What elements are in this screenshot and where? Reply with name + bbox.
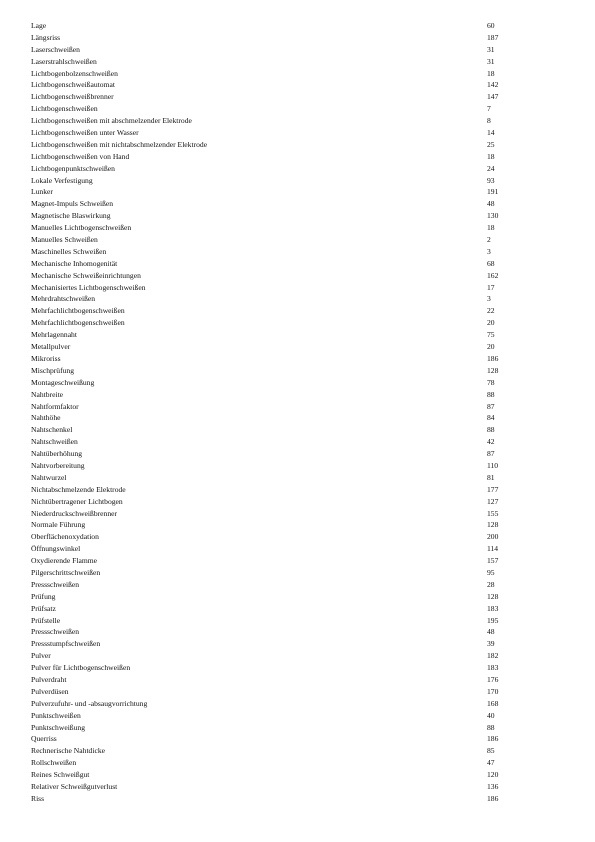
index-term: Öffnungswinkel (31, 544, 81, 554)
index-entry (31, 662, 499, 674)
index-entry (31, 198, 499, 210)
index-page-number: 3 (487, 294, 491, 304)
index-page-number: 84 (487, 413, 495, 423)
index-list (31, 20, 499, 805)
index-entry (31, 20, 499, 32)
index-page-number: 39 (487, 639, 495, 649)
index-term: Nahthöhe (31, 413, 61, 423)
index-entry (31, 543, 499, 555)
index-term: Mehrlagennaht (31, 330, 77, 340)
index-page-number: 87 (487, 449, 495, 459)
index-page-number: 177 (487, 484, 499, 494)
index-term: Pulverzufuhr- und -absaugvorrichtung (31, 698, 148, 708)
index-entry (31, 412, 499, 424)
index-page-number: 75 (487, 330, 495, 340)
index-term: Nahtbreite (31, 389, 64, 399)
index-term: Reines Schweißgut (31, 770, 90, 780)
index-entry (31, 139, 499, 151)
index-page-number: 60 (487, 21, 495, 30)
index-term: Oxydierende Flamme (31, 556, 98, 566)
index-entry (31, 175, 499, 187)
index-page-number: 147 (487, 92, 499, 102)
index-page-number: 183 (487, 663, 499, 673)
index-page-number: 186 (487, 793, 499, 803)
index-entry (31, 163, 499, 175)
index-page-number: 78 (487, 377, 495, 387)
index-term: Mehrfachlichtbogenschweißen (31, 306, 125, 316)
index-entry (31, 484, 499, 496)
index-term: Nahtschweißen (31, 437, 78, 447)
index-entry (31, 531, 499, 543)
index-entry (31, 579, 499, 591)
index-term: Maschinelles Schweißen (31, 246, 107, 256)
index-term: Pressschweißen (31, 579, 80, 589)
index-term: Nichtübertragener Lichtbogen (31, 496, 123, 506)
index-term: Metallpulver (31, 342, 71, 352)
index-term: Lichtbogenschweißbrenner (31, 92, 114, 102)
index-page-number: 81 (487, 472, 495, 482)
index-term: Mechanisiertes Lichtbogenschweißen (31, 282, 146, 292)
index-page-number: 85 (487, 746, 495, 756)
index-entry (31, 745, 499, 757)
index-page-number: 31 (487, 56, 495, 66)
index-entry (31, 603, 499, 615)
index-entry (31, 638, 499, 650)
index-term: Mikroriss (31, 353, 61, 363)
index-term: Magnetische Blaswirkung (31, 211, 111, 221)
index-entry (31, 115, 499, 127)
index-entry (31, 293, 499, 305)
index-page-number: 191 (487, 187, 499, 197)
index-term: Pulverdraht (31, 674, 67, 684)
index-entry (31, 424, 499, 436)
index-page-number: 18 (487, 151, 495, 161)
index-entry (31, 341, 499, 353)
index-entry (31, 591, 499, 603)
index-entry (31, 103, 499, 115)
index-entry (31, 305, 499, 317)
index-entry (31, 793, 499, 805)
index-term: Pressschweißen (31, 627, 80, 637)
index-page-number: 155 (487, 508, 499, 518)
index-page-number: 14 (487, 128, 495, 138)
index-term: Längsriss (31, 32, 61, 42)
index-term: Punktschweißung (31, 722, 85, 732)
index-entry (31, 769, 499, 781)
index-entry (31, 222, 499, 234)
index-page-number: 200 (487, 532, 499, 542)
index-entry (31, 626, 499, 638)
index-entry (31, 496, 499, 508)
index-term: Rollschweißen (31, 758, 77, 768)
index-term: Lichtbogenschweißen unter Wasser (31, 128, 139, 138)
index-term: Riss (31, 793, 45, 803)
index-term: Mechanische Inhomogenität (31, 258, 118, 268)
index-entry (31, 757, 499, 769)
index-term: Lichtbogenschweißautomat (31, 80, 115, 90)
index-page-number: 17 (487, 282, 495, 292)
index-page-number: 187 (487, 32, 499, 42)
index-entry (31, 389, 499, 401)
index-term: Manuelles Schweißen (31, 235, 98, 245)
index-term: Lichtbogenschweißen von Hand (31, 151, 130, 161)
index-page-number: 2 (487, 235, 491, 245)
index-page-number: 7 (487, 104, 491, 114)
index-entry (31, 317, 499, 329)
index-page-number: 8 (487, 116, 491, 126)
index-term: Mehrdrahtschweißen (31, 294, 96, 304)
index-page-number: 186 (487, 734, 499, 744)
index-page-number: 93 (487, 175, 495, 185)
index-entry (31, 710, 499, 722)
index-entry (31, 472, 499, 484)
index-entry (31, 186, 499, 198)
index-term: Nichtabschmelzende Elektrode (31, 484, 126, 494)
index-term: Nahtüberhöhung (31, 449, 83, 459)
index-term: Lage (31, 21, 47, 30)
index-entry (31, 329, 499, 341)
index-page-number: 88 (487, 425, 495, 435)
index-term: Pressstumpfschweißen (31, 639, 101, 649)
index-page-number: 110 (487, 460, 499, 470)
index-term: Nahtwurzel (31, 472, 67, 482)
index-term: Punktschweißen (31, 710, 81, 720)
index-page-number: 87 (487, 401, 495, 411)
index-entry (31, 353, 499, 365)
index-term: Nahtvorbereitung (31, 460, 85, 470)
index-term: Nahtschenkel (31, 425, 73, 435)
index-term: Prüfung (31, 591, 56, 601)
index-page-number: 127 (487, 496, 499, 506)
index-entry (31, 722, 499, 734)
index-page-number: 18 (487, 223, 495, 233)
index-entry (31, 686, 499, 698)
index-entry (31, 151, 499, 163)
index-term: Laserschweißen (31, 44, 80, 54)
index-term: Pulver für Lichtbogenschweißen (31, 663, 131, 673)
index-term: Laserstrahlschweißen (31, 56, 97, 66)
index-term: Lichtbogenschweißen (31, 104, 98, 114)
index-entry (31, 365, 499, 377)
index-entry (31, 258, 499, 270)
index-entry (31, 91, 499, 103)
index-page-number: 20 (487, 342, 495, 352)
index-term: Mehrfachlichtbogenschweißen (31, 318, 125, 328)
index-page-number: 20 (487, 318, 495, 328)
index-page-number: 48 (487, 199, 495, 209)
index-entry (31, 733, 499, 745)
index-term: Lunker (31, 187, 53, 197)
index-term: Relativer Schweißgutverlust (31, 782, 118, 791)
index-entry (31, 79, 499, 91)
index-term: Normale Führung (31, 520, 86, 530)
index-page-number: 128 (487, 520, 499, 530)
index-page-number: 183 (487, 603, 499, 613)
index-page-number: 114 (487, 544, 499, 554)
index-entry (31, 44, 499, 56)
index-term: Rechnerische Nahtdicke (31, 746, 106, 756)
index-term: Pilgerschrittschweißen (31, 567, 101, 577)
index-page-number: 47 (487, 758, 495, 768)
index-entry (31, 127, 499, 139)
index-entry (31, 555, 499, 567)
index-page-number: 88 (487, 389, 495, 399)
index-page-number: 186 (487, 353, 499, 363)
index-page-number: 40 (487, 710, 495, 720)
index-page-number: 48 (487, 627, 495, 637)
index-term: Lichtbogenpunktschweißen (31, 163, 115, 173)
index-page-number: 18 (487, 68, 495, 78)
index-entry (31, 246, 499, 258)
index-term: Magnet-Impuls Schweißen (31, 199, 114, 209)
index-page-number: 3 (487, 246, 491, 256)
index-term: Lichtbogenschweißen mit nichtabschmelzender Elektrode (31, 139, 208, 149)
index-page-number: 130 (487, 211, 499, 221)
index-entry (31, 615, 499, 627)
index-term: Niederdruckschweißbrenner (31, 508, 118, 518)
index-page-number: 170 (487, 686, 499, 696)
index-page-number: 31 (487, 44, 495, 54)
index-entry (31, 56, 499, 68)
index-term: Pulverdüsen (31, 686, 69, 696)
index-page-number: 42 (487, 437, 495, 447)
index-term: Oberflächenoxydation (31, 532, 99, 542)
index-term: Manuelles Lichtbogenschweißen (31, 223, 132, 233)
index-entry (31, 68, 499, 80)
index-entry (31, 674, 499, 686)
index-entry (31, 436, 499, 448)
index-entry (31, 448, 499, 460)
index-entry (31, 519, 499, 531)
index-term: Prüfsatz (31, 603, 56, 613)
index-term: Pulver (31, 651, 51, 661)
index-entry (31, 234, 499, 246)
index-entry (31, 401, 499, 413)
index-entry (31, 377, 499, 389)
index-page-number: 136 (487, 782, 499, 791)
index-page-number: 28 (487, 579, 495, 589)
index-entry (31, 210, 499, 222)
index-entry (31, 698, 499, 710)
index-page-number: 24 (487, 163, 495, 173)
index-page-number: 142 (487, 80, 499, 90)
index-entry (31, 781, 499, 793)
index-entry (31, 508, 499, 520)
index-page-number: 95 (487, 567, 495, 577)
index-term: Mechanische Schweißeinrichtungen (31, 270, 141, 280)
index-page-number: 88 (487, 722, 495, 732)
index-page-number: 25 (487, 139, 495, 149)
index-page-number: 120 (487, 770, 499, 780)
index-entry (31, 282, 499, 294)
index-page-number: 182 (487, 651, 499, 661)
index-entry (31, 32, 499, 44)
index-page-number: 195 (487, 615, 499, 625)
index-entry (31, 270, 499, 282)
index-page-number: 157 (487, 556, 499, 566)
index-term: Nahtformfaktor (31, 401, 79, 411)
index-entry (31, 567, 499, 579)
index-term: Lichtbogenschweißen mit abschmelzender Elektrode (31, 116, 192, 126)
index-page-number: 68 (487, 258, 495, 268)
index-entry (31, 650, 499, 662)
index-page-number: 162 (487, 270, 499, 280)
index-term: Prüfstelle (31, 615, 61, 625)
index-page-number: 128 (487, 365, 499, 375)
index-page-number: 168 (487, 698, 499, 708)
index-page-number: 22 (487, 306, 495, 316)
index-term: Mischprüfung (31, 365, 75, 375)
index-term: Lichtbogenbolzenschweißen (31, 68, 118, 78)
index-term: Montageschweißung (31, 377, 95, 387)
index-page-number: 176 (487, 674, 499, 684)
index-entry (31, 460, 499, 472)
index-page-number: 128 (487, 591, 499, 601)
index-term: Querriss (31, 734, 57, 744)
index-term: Lokale Verfestigung (31, 175, 93, 185)
